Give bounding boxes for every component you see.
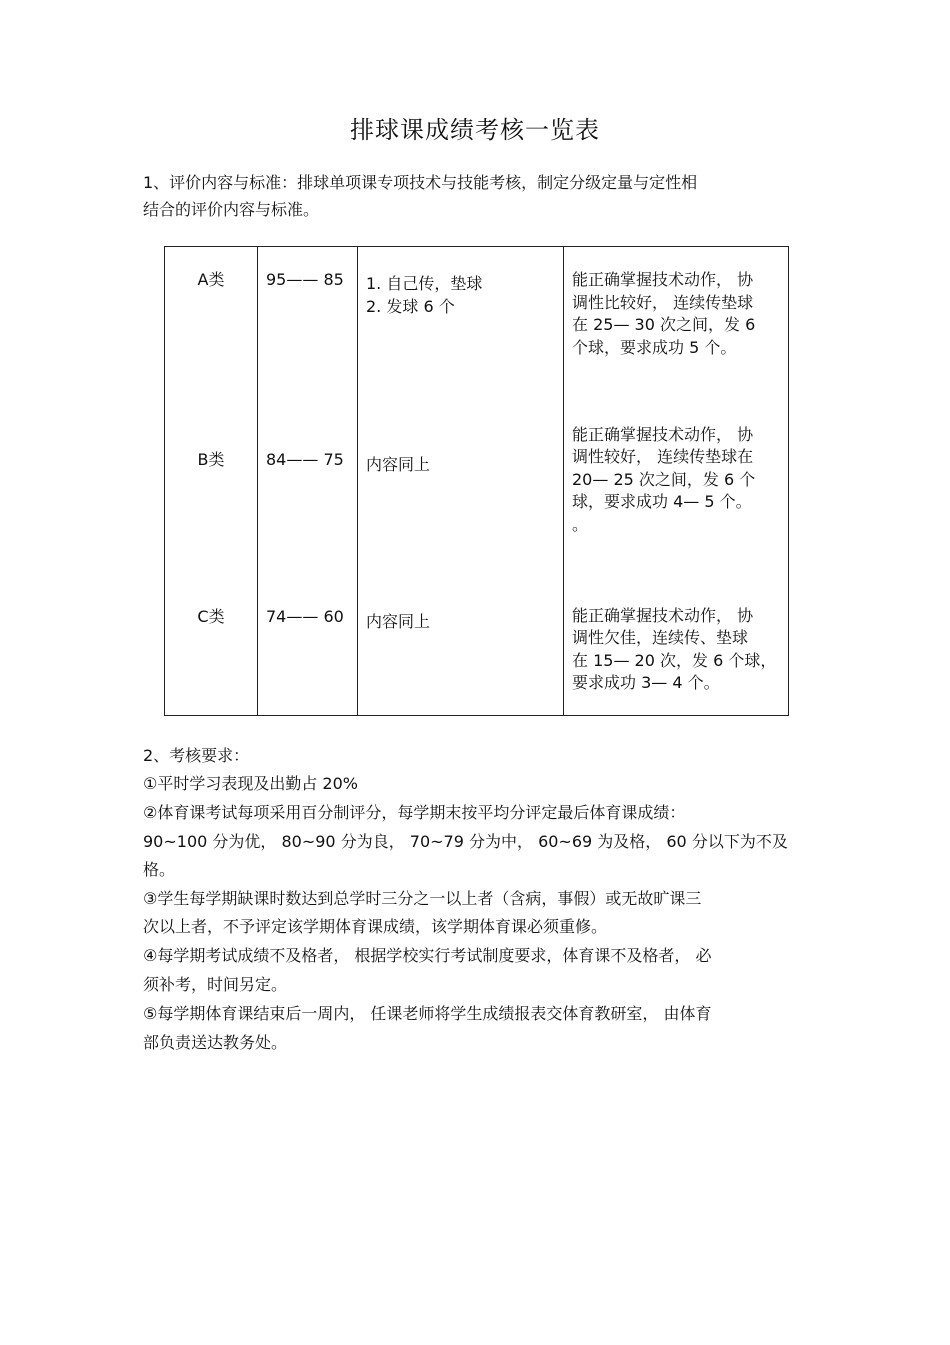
criteria-line: 调性欠佳，连续传、垫球 — [572, 628, 749, 647]
requirement-3-line1: ③学生每学期缺课时数达到总学时三分之一以上者（含病，事假）或无故旷课三 — [143, 889, 702, 908]
content-cell — [358, 412, 564, 592]
grade-table — [164, 246, 789, 716]
table-row-b — [165, 412, 789, 592]
section1-line1: 1、评价内容与标准：排球单项课专项技术与技能考核，制定分级定量与定性相 — [143, 173, 698, 192]
criteria-line: 。 — [572, 514, 589, 534]
requirement-2-line1: ②体育课考试每项采用百分制评分，每学期末按平均分评定最后体育课成绩： — [143, 803, 686, 822]
score-range: 74—— 60 — [266, 606, 344, 626]
section1-line2: 结合的评价内容与标准。 — [143, 200, 320, 219]
criteria-line: 调性较好， 连续传垫球在 — [572, 447, 754, 466]
criteria-line: 能正确掌握技术动作， 协 — [572, 270, 754, 289]
range-cell — [258, 412, 358, 592]
content-line: 2. 发球 6 个 — [366, 296, 455, 316]
category-cell — [165, 592, 258, 716]
score-range: 84—— 75 — [266, 449, 344, 469]
criteria-line: 20— 25 次之间，发 6 个 — [572, 469, 756, 489]
criteria-line: 在 15— 20 次，发 6 个球， — [572, 650, 777, 670]
category-label: B类 — [197, 449, 225, 469]
content-line: 内容同上 — [366, 454, 431, 474]
requirement-5-line2: 部负责送达教务处。 — [143, 1033, 288, 1052]
category-cell — [165, 412, 258, 592]
requirement-1: ①平时学习表现及出勤占 20% — [143, 774, 358, 793]
requirement-5-line1: ⑤每学期体育课结束后一周内， 任课老师将学生成绩报表交体育教研室， 由体育 — [143, 1004, 712, 1023]
content-line: 1. 自己传，垫球 — [366, 274, 483, 293]
criteria-cell — [564, 592, 789, 716]
category-cell — [165, 247, 258, 412]
criteria-line: 能正确掌握技术动作， 协 — [572, 424, 754, 444]
range-cell — [258, 592, 358, 716]
range-cell — [258, 247, 358, 412]
requirement-4-line2: 须补考，时间另定。 — [143, 975, 288, 994]
requirement-2-line3: 格。 — [143, 860, 176, 879]
table-row-a — [165, 247, 789, 412]
page-title: 排球课成绩考核一览表 — [350, 116, 600, 144]
criteria-cell — [564, 247, 789, 412]
requirement-3-line2: 次以上者，不予评定该学期体育课成绩，该学期体育课必须重修。 — [143, 917, 608, 936]
content-cell — [358, 592, 564, 716]
requirement-4-line1: ④每学期考试成绩不及格者， 根据学校实行考试制度要求，体育课不及格者， 必 — [143, 946, 712, 965]
content-cell — [358, 247, 564, 412]
criteria-line: 球，要求成功 4— 5 个。 — [572, 492, 752, 511]
criteria-line: 个球，要求成功 5 个。 — [572, 337, 737, 357]
criteria-line: 在 25— 30 次之间，发 6 — [572, 315, 756, 334]
criteria-line: 能正确掌握技术动作， 协 — [572, 605, 754, 625]
category-label: A类 — [197, 270, 225, 289]
score-range: 95—— 85 — [266, 270, 344, 289]
content-line: 内容同上 — [366, 611, 431, 631]
criteria-line: 调性比较好， 连续传垫球 — [572, 292, 754, 312]
criteria-cell — [564, 412, 789, 592]
requirement-2-line2: 90~100 分为优， 80~90 分为良， 70~79 分为中， 60~69 为及格， 60 分以下为不及 — [143, 832, 788, 851]
section2-heading: 2、考核要求： — [143, 746, 250, 765]
table-row-c — [165, 592, 789, 716]
criteria-line: 要求成功 3— 4 个。 — [572, 673, 720, 692]
category-label: C类 — [197, 606, 225, 626]
